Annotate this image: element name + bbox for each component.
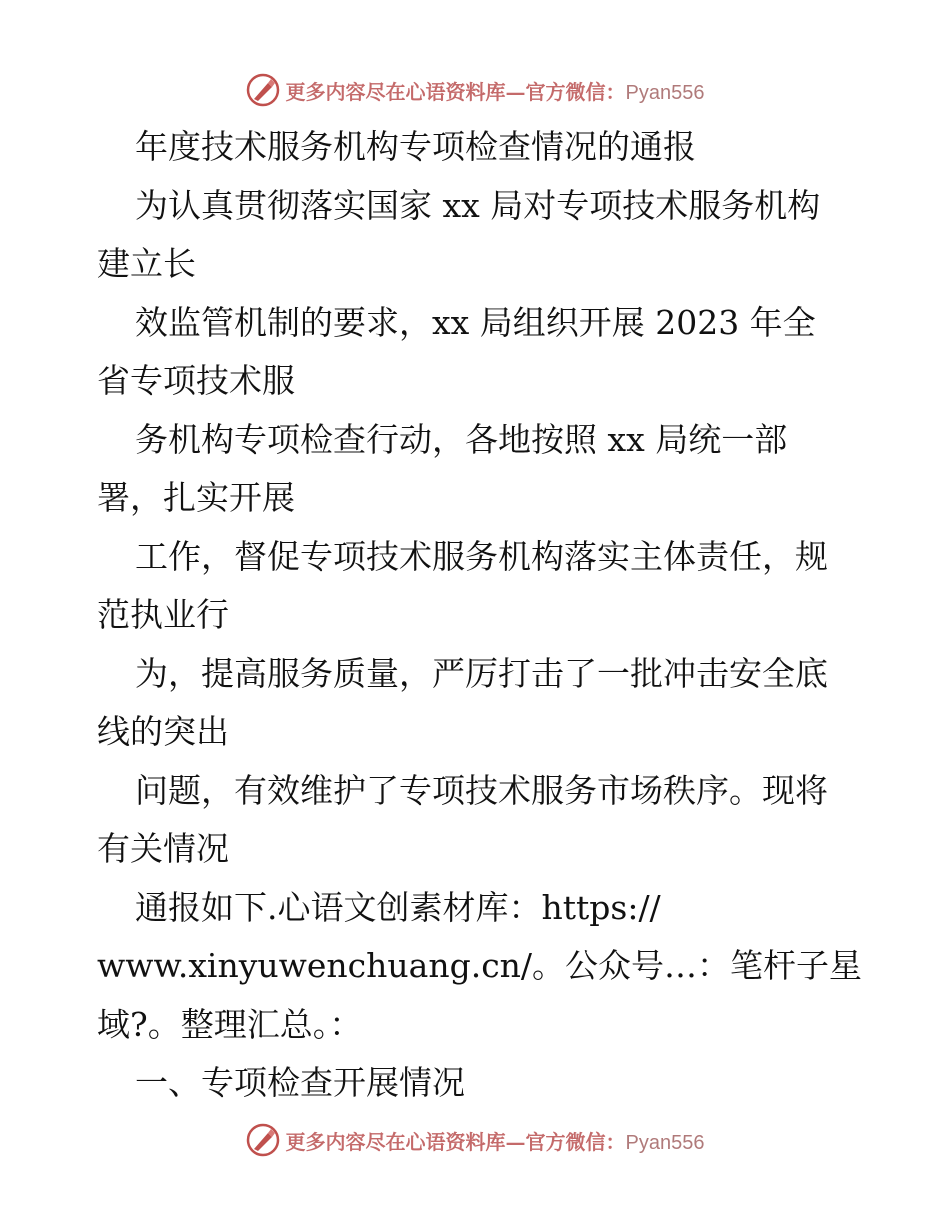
doc-line: www.xinyuwenchuang.cn/。公众号…：笔杆子星	[97, 946, 863, 985]
doc-line: 线的突出	[97, 712, 229, 751]
doc-line: 域?。整理汇总。：	[97, 1004, 363, 1044]
doc-line: 为，提高服务质量，严厉打击了一批冲击安全底	[135, 653, 828, 693]
doc-line: 建立长	[97, 244, 196, 283]
watermark-text	[286, 76, 705, 105]
doc-line: 工作，督促专项技术服务机构落实主体责任，规	[135, 536, 828, 576]
watermark-text	[286, 1126, 705, 1155]
pen-logo-icon	[246, 1123, 280, 1157]
doc-title: 年度技术服务机构专项检查情况的通报	[135, 127, 696, 166]
watermark-header	[0, 70, 950, 110]
section-heading: 一、专项检查开展情况	[135, 1063, 465, 1102]
watermark-footer	[0, 1120, 950, 1160]
watermark-label: 更多内容尽在心语资料库—官方微信：	[285, 79, 626, 104]
watermark-wechat-id: Pyan556	[625, 81, 705, 104]
doc-line: 有关情况	[97, 829, 229, 868]
doc-line: 问题，有效维护了专项技术服务市场秩序。现将	[135, 770, 828, 810]
doc-line: 通报如下.心语文创素材库：https://	[135, 887, 661, 927]
doc-line: 务机构专项检查行动，各地按照 xx 局统一部	[135, 419, 788, 459]
watermark-label: 更多内容尽在心语资料库—官方微信：	[285, 1129, 626, 1154]
pen-logo-icon	[246, 73, 280, 107]
doc-line: 省专项技术服	[97, 361, 295, 400]
doc-line: 范执业行	[97, 595, 229, 634]
doc-line: 署，扎实开展	[97, 478, 295, 517]
watermark-wechat-id: Pyan556	[625, 1131, 705, 1154]
document-body	[97, 118, 863, 1113]
doc-line: 为认真贯彻落实国家 xx 局对专项技术服务机构	[135, 185, 821, 225]
doc-line: 效监管机制的要求，xx 局组织开展 2023 年全	[135, 302, 816, 342]
